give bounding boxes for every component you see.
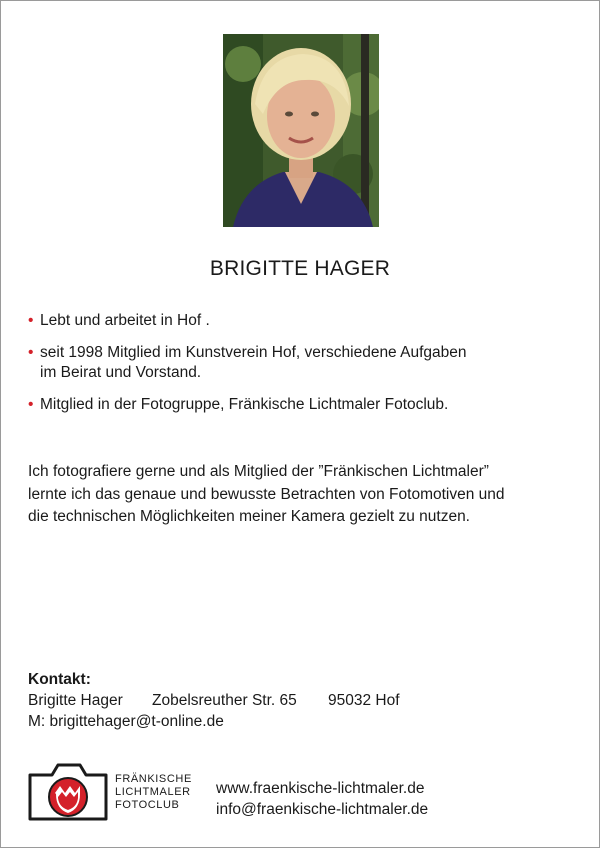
- contact-address-row: [28, 690, 588, 711]
- contact-heading: Kontakt:: [28, 671, 91, 688]
- list-item-text-continued: im Beirat und Vorstand.: [40, 364, 202, 381]
- logo-wordmark: [115, 773, 192, 812]
- logo-line: LICHTMALER: [115, 786, 191, 798]
- paragraph-line: lernte ich das genaue und bewusste Betrachten von Fotomotiven und: [28, 485, 505, 503]
- bullet-marker: •: [28, 396, 34, 413]
- contact-block: [28, 669, 588, 732]
- list-item-text: seit 1998 Mitglied im Kunstverein Hof, verschiedene Aufgaben: [40, 344, 467, 361]
- bullet-marker: •: [28, 312, 34, 329]
- person-name: BRIGITTE HAGER: [209, 257, 391, 280]
- logo-line: FRÄNKISCHE: [115, 773, 192, 785]
- list-item: [28, 311, 568, 331]
- contact-email: M: brigittehager@t-online.de: [28, 713, 224, 730]
- portrait-photo: [223, 34, 379, 227]
- list-item-text: Lebt und arbeitet in Hof .: [40, 312, 210, 329]
- club-email-link[interactable]: info@fraenkische-lichtmaler.de: [216, 801, 429, 818]
- logo-line: FOTOCLUB: [115, 799, 180, 811]
- contact-city: 95032 Hof: [328, 692, 400, 709]
- contact-street: Zobelsreuther Str. 65: [152, 692, 297, 709]
- bullet-marker: •: [28, 344, 34, 361]
- website-link[interactable]: www.fraenkische-lichtmaler.de: [216, 780, 425, 797]
- paragraph-line: Ich fotografiere gerne und als Mitglied der ”Fränkischen Lichtmaler”: [28, 463, 489, 480]
- statement-paragraph: [28, 461, 568, 529]
- bio-list: [28, 311, 568, 427]
- contact-name: Brigitte Hager: [28, 692, 123, 709]
- paragraph-line: die technischen Möglichkeiten meiner Kamera gezielt zu nutzen.: [28, 508, 470, 525]
- list-item-text: Mitglied in der Fotogruppe, Fränkische Lichtmaler Fotoclub.: [40, 396, 449, 413]
- club-links: [216, 778, 428, 820]
- list-item: [28, 343, 568, 383]
- list-item: [28, 395, 568, 415]
